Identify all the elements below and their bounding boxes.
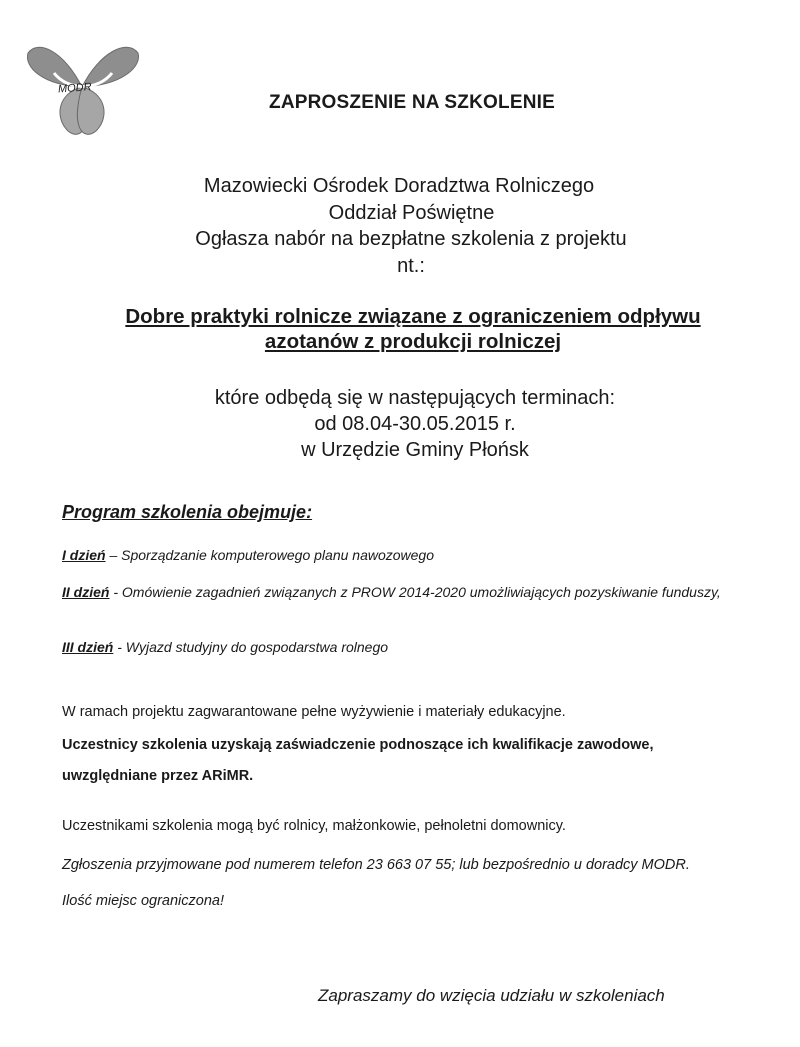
day-description: - Omówienie zagadnień związanych z PROW 2014-2020 umożliwiających pozyskiwanie funduszy, <box>109 584 721 600</box>
modr-logo <box>24 33 142 139</box>
closing-invitation: Zapraszamy do wzięcia udziału w szkoleniach <box>318 986 665 1005</box>
day-label: I dzień <box>62 547 106 563</box>
participants-info: Uczestnikami szkolenia mogą być rolnicy, małżonkowie, pełnoletni domownicy. <box>62 818 566 834</box>
registration-info: Zgłoszenia przyjmowane pod numerem telefon 23 663 07 55; lub bezpośrednio u doradcy MODR. <box>62 857 690 873</box>
logo-text: MODR <box>57 81 92 96</box>
day-label: III dzień <box>62 639 114 655</box>
terms-dates: od 08.04-30.05.2015 r. <box>314 413 516 435</box>
organizer-branch: Oddział Poświętne <box>328 201 495 224</box>
program-day-1 <box>62 546 762 564</box>
program-heading: Program szkolenia obejmuje: <box>62 502 313 522</box>
terms-intro: które odbędą się w następujących terminach: <box>214 387 616 409</box>
day-label: II dzień <box>62 584 110 600</box>
training-topic <box>0 304 800 354</box>
limited-seats-note: Ilość miejsc ograniczona! <box>62 893 224 909</box>
meals-info: W ramach projektu zagwarantowane pełne wyżywienie i materiały edukacyjne. <box>62 704 566 720</box>
page-title: ZAPROSZENIE NA SZKOLENIE <box>269 92 555 113</box>
certificate-info: Uczestnicy szkolenia uzyskają zaświadczenie podnoszące ich kwalifikacje zawodowe, uwzględniane przez ARiMR. <box>62 737 654 784</box>
terms-location: w Urzędzie Gminy Płońsk <box>301 439 529 461</box>
announcement: Ogłasza nabór na bezpłatne szkolenia z projektu <box>195 228 627 250</box>
organizer-name: Mazowiecki Ośrodek Doradztwa Rolniczego <box>203 175 595 197</box>
day-description: – Sporządzanie komputerowego planu nawozowego <box>105 547 435 563</box>
day-description: - Wyjazd studyjny do gospodarstwa rolnego <box>113 639 389 655</box>
program-day-2 <box>62 583 762 601</box>
program-day-3 <box>62 638 762 656</box>
topic-line-2: azotanów z produkcji rolniczej <box>264 330 562 353</box>
organizer-block <box>0 173 800 279</box>
terms-block <box>0 385 800 463</box>
topic-line-1: Dobre praktyki rolnicze związane z ograniczeniem odpływu <box>125 305 701 328</box>
announcement-subject-label: nt.: <box>397 254 425 277</box>
